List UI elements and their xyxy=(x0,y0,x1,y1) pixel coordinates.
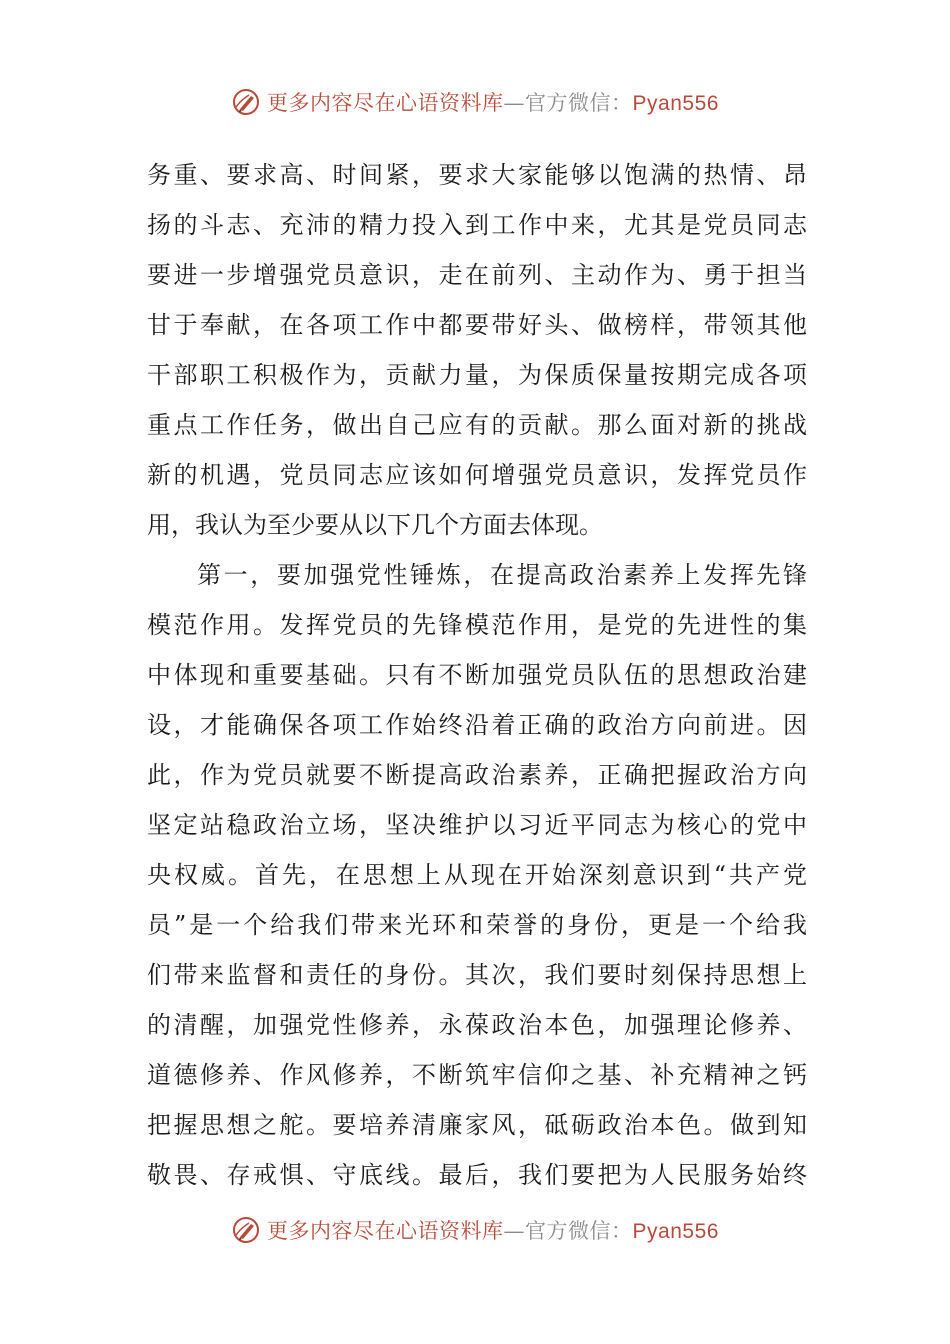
text-line: 道德修养、作风修养，不断筑牢信仰之基、补充精神之钙 xyxy=(147,1061,807,1089)
text-line: 要进一步增强党员意识，走在前列、主动作为、勇于担当 xyxy=(147,261,807,289)
text-line: 甘于奉献，在各项工作中都要带好头、做榜样，带领其他 xyxy=(147,311,807,339)
text-line: 干部职工积极作为，贡献力量，为保质保量按期完成各项 xyxy=(147,361,807,389)
text-line: 员”是一个给我们带来光环和荣誉的身份，更是一个给我 xyxy=(147,911,807,939)
document-body xyxy=(147,150,807,1200)
text-line: 敬畏、存戒惧、守底线。最后，我们要把为人民服务始终 xyxy=(147,1161,807,1189)
banner-text: 更多内容尽在心语资料库—官方微信：Pyan556 xyxy=(267,1219,719,1243)
text-line: 务重、要求高、时间紧，要求大家能够以饱满的热情、昂 xyxy=(147,161,807,189)
text-line: 把握思想之舵。要培养清廉家风，砥砺政治本色。做到知 xyxy=(147,1111,807,1139)
text-line: 设，才能确保各项工作始终沿着正确的政治方向前进。因 xyxy=(147,711,807,739)
text-line: 们带来监督和责任的身份。其次，我们要时刻保持思想上 xyxy=(147,961,807,989)
paragraph-first-line: 第一，要加强党性锤炼，在提高政治素养上发挥先锋 xyxy=(197,561,807,589)
text-line: 此，作为党员就要不断提高政治素养，正确把握政治方向 xyxy=(147,761,807,789)
pen-logo-icon xyxy=(231,87,261,117)
text-line: 的清醒，加强党性修养，永葆政治本色，加强理论修养、 xyxy=(147,1011,807,1039)
header-banner xyxy=(0,82,950,122)
pen-logo-icon xyxy=(231,1215,261,1245)
banner-text: 更多内容尽在心语资料库—官方微信：Pyan556 xyxy=(267,91,719,115)
text-line: 新的机遇，党员同志应该如何增强党员意识，发挥党员作 xyxy=(147,461,807,489)
text-line: 重点工作任务，做出自己应有的贡献。那么面对新的挑战 xyxy=(147,411,807,439)
text-line: 坚定站稳政治立场，坚决维护以习近平同志为核心的党中 xyxy=(147,811,807,839)
text-line: 模范作用。发挥党员的先锋模范作用，是党的先进性的集 xyxy=(147,611,807,639)
footer-banner xyxy=(0,1210,950,1250)
text-line: 用，我认为至少要从以下几个方面去体现。 xyxy=(147,511,603,539)
text-line: 扬的斗志、充沛的精力投入到工作中来，尤其是党员同志 xyxy=(147,211,807,239)
text-line: 央权威。首先，在思想上从现在开始深刻意识到“共产党 xyxy=(147,861,807,889)
text-line: 中体现和重要基础。只有不断加强党员队伍的思想政治建 xyxy=(147,661,807,689)
